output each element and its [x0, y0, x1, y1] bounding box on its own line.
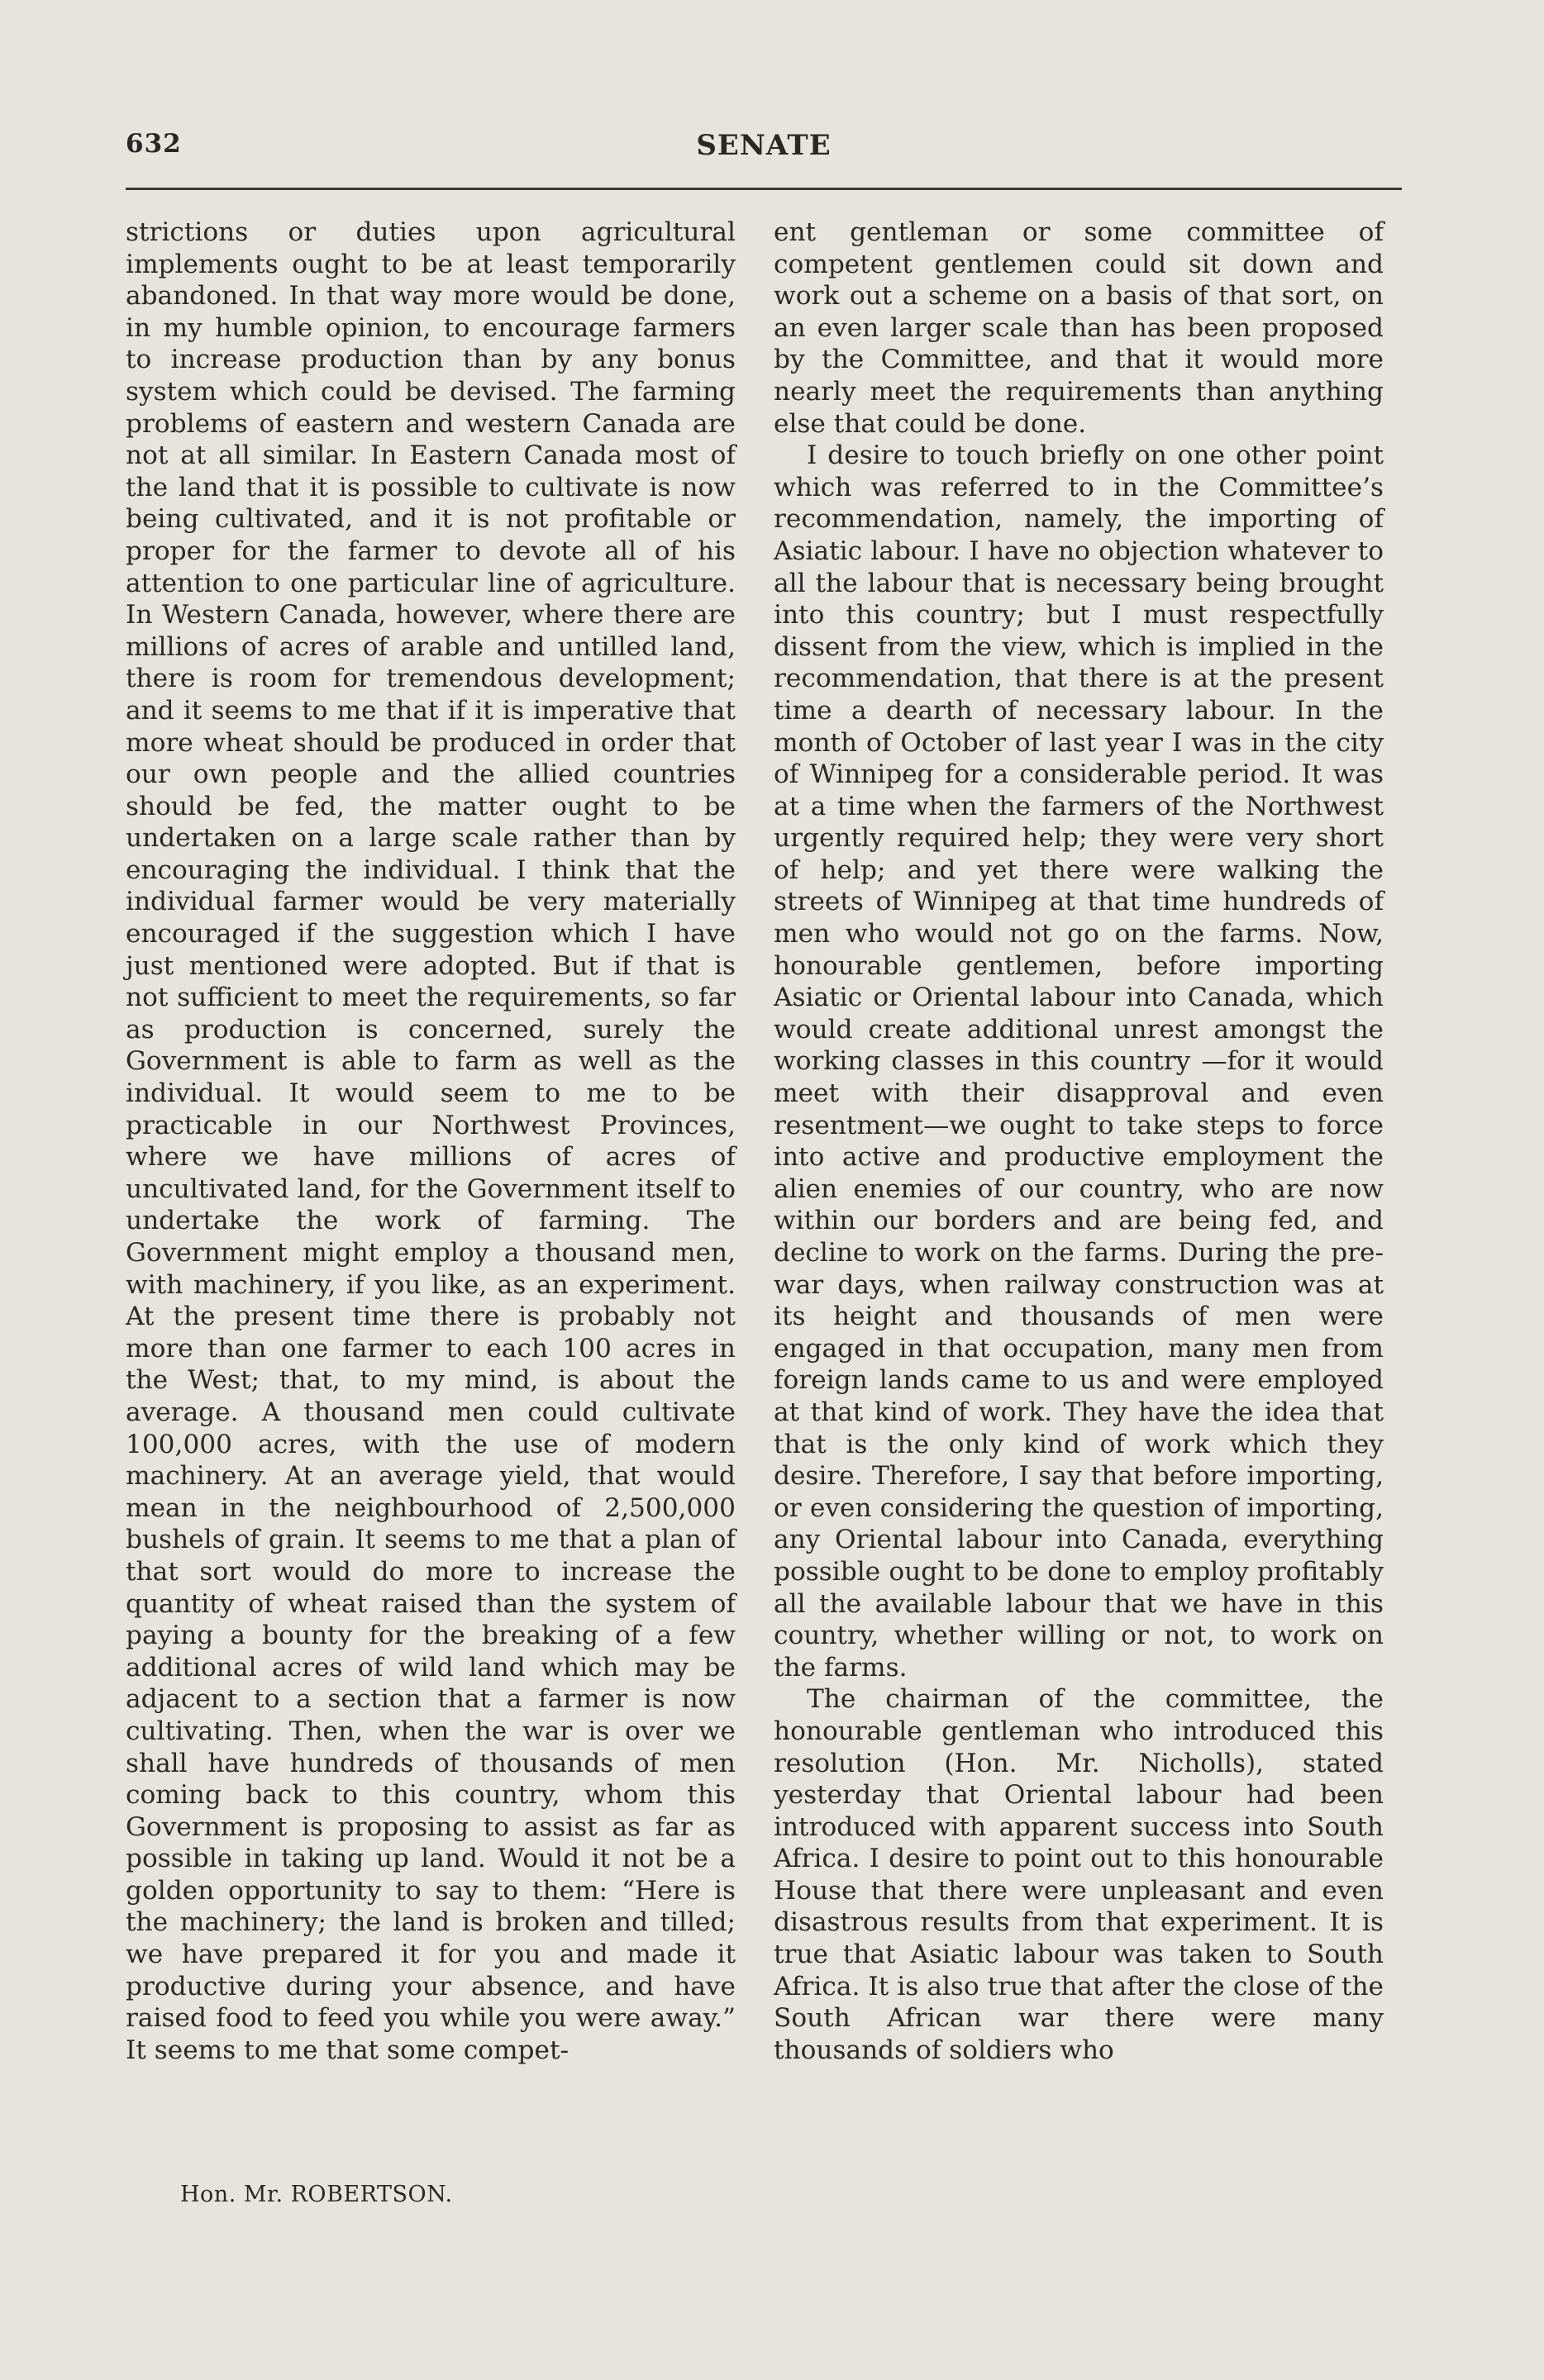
left-column	[126, 217, 736, 2066]
right-paragraph-2: I desire to touch briefly on one other point which was referred to in the Committee’s recommendation, namely, the importing of Asiatic labour. I have no objection whatever to all the labour that is necessary being brought into this country; but I must respectfully dissent from the view, which is implied in the recommendation, that there is at the present time a dearth of necessary labour. In the month of October of last year I was in the city of Winnipeg for a considerable period. It was at a time when the farmers of the Northwest urgently required help; they were very short of help; and yet there were walking the streets of Winnipeg at that time hundreds of men who would not go on the farms. Now, honourable gentlemen, before importing Asiatic or Oriental labour into Canada, which would create additional unrest amongst the working classes in this country —for it would meet with their disapproval and even resentment—we ought to take steps to force into active and productive employment the alien enemies of our country, who are now within our borders and are being fed, and decline to work on the farms. During the pre-war days, when railway construction was at its height and thousands of men were engaged in that occupation, many men from foreign lands came to us and were employed at that kind of work. They have the idea that that is the only kind of work which they desire. Therefore, I say that before importing, or even considering the question of importing, any Oriental labour into Canada, everything possible ought to be done to employ profitably all the available labour that we have in this country, whether willing or not, to work on the farms.	[774, 440, 1384, 1683]
speaker-footer: Hon. Mr. ROBERTSON.	[180, 2182, 453, 2207]
header-rule	[126, 188, 1402, 190]
left-paragraph-1: strictions or duties upon agricultural implements ought to be at least temporarily abandoned. In that way more would be done, in my humble opinion, to encourage farmers to increase production than by any bonus system which could be devised. The farming problems of eastern and western Canada are not at all similar. In Eastern Canada most of the land that it is possible to cultivate is now being cultivated, and it is not profitable or proper for the farmer to devote all of his attention to one particular line of agriculture. In Western Canada, however, where there are millions of acres of arable and untilled land, there is room for tremendous development; and it seems to me that if it is imperative that more wheat should be produced in order that our own people and the allied countries should be fed, the matter ought to be undertaken on a large scale rather than by encouraging the individual. I think that the individual farmer would be very materially encouraged if the suggestion which I have just mentioned were adopted. But if that is not sufficient to meet the requirements, so far as production is concerned, surely the Government is able to farm as well as the individual. It would seem to me to be practicable in our Northwest Provinces, where we have millions of acres of uncultivated land, for the Government itself to undertake the work of farming. The Government might employ a thousand men, with machinery, if you like, as an experiment. At the present time there is probably not more than one farmer to each 100 acres in the West; that, to my mind, is about the average. A thousand men could cultivate 100,000 acres, with the use of modern machinery. At an average yield, that would mean in the neighbourhood of 2,500,000 bushels of grain. It seems to me that a plan of that sort would do more to increase the quantity of wheat raised than the system of paying a bounty for the breaking of a few additional acres of wild land which may be adjacent to a section that a farmer is now cultivating. Then, when the war is over we shall have hundreds of thousands of men coming back to this country, whom this Government is proposing to assist as far as possible in taking up land. Would it not be a golden opportunity to say to them: “Here is the machinery; the land is broken and tilled; we have prepared it for you and made it productive during your absence, and have raised food to feed you while you were away.” It seems to me that some compet-	[126, 217, 736, 2065]
right-paragraph-3: The chairman of the committee, the honourable gentleman who introduced this resolution (Hon. Mr. Nicholls), stated yesterday that Oriental labour had been introduced with apparent success into South Africa. I desire to point out to this honourable House that there were unpleasant and even disastrous results from that experiment. It is true that Asiatic labour was taken to South Africa. It is also true that after the close of the South African war there were many thousands of soldiers who	[774, 1684, 1384, 2065]
running-head-title: SENATE	[696, 129, 832, 162]
page-header	[126, 129, 1402, 170]
right-column	[774, 217, 1384, 2066]
page-number: 632	[126, 129, 182, 159]
right-paragraph-1: ent gentleman or some committee of competent gentlemen could sit down and work out a scheme on a basis of that sort, on an even larger scale than has been proposed by the Committee, and that it would more nearly meet the requirements than anything else that could be done.	[774, 217, 1384, 439]
